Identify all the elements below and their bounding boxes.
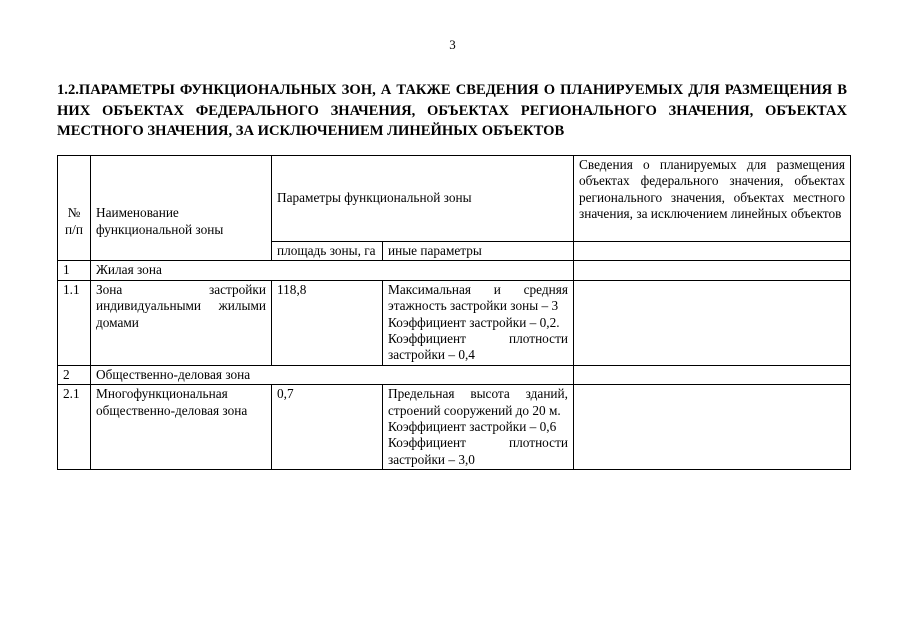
header-other-parameters: иные параметры	[383, 242, 574, 261]
page-number: 3	[449, 37, 456, 52]
table-header-row	[58, 156, 851, 242]
zone-name: Многофункциональная общественно-деловая зона	[91, 385, 272, 470]
header-planned-objects: Сведения о планируемых для размещения объектах федерального значения, объектах регионального значения, объектах местного значения, за исключением линейных объектов	[574, 156, 851, 242]
row-num: 2.1	[58, 385, 91, 470]
planned-objects-cell	[574, 280, 851, 365]
zone-other-parameters	[383, 280, 574, 365]
header-zone-parameters: Параметры функциональной зоны	[272, 156, 574, 242]
zone-area: 0,7	[272, 385, 383, 470]
header-zone-name: Наименование функциональной зоны	[91, 156, 272, 261]
parameter-line: Коэффициент плотности застройки – 0,4	[388, 331, 568, 363]
table-row	[58, 280, 851, 365]
zone-group-name: Общественно-деловая зона	[91, 365, 574, 384]
zone-name: Зона застройки индивидуальными жилыми домами	[91, 280, 272, 365]
row-empty-cell	[574, 365, 851, 384]
row-num: 1.1	[58, 280, 91, 365]
planned-objects-cell	[574, 385, 851, 470]
row-num: 2	[58, 365, 91, 384]
row-empty-cell	[574, 261, 851, 280]
parameter-line: Коэффициент застройки – 0,2.	[388, 314, 560, 330]
parameter-line: Максимальная и средняя этажность застройки зоны – 3	[388, 281, 568, 314]
zone-area: 118,8	[272, 280, 383, 365]
zone-group-name: Жилая зона	[91, 261, 574, 280]
row-num: 1	[58, 261, 91, 280]
parameter-line: Коэффициент застройки – 0,6	[388, 419, 557, 435]
header-num: № п/п	[58, 156, 91, 261]
parameter-line: Коэффициент плотности застройки – 3,0	[388, 435, 568, 467]
table-row	[58, 261, 851, 280]
functional-zones-table	[57, 155, 851, 470]
section-heading: 1.2.ПАРАМЕТРЫ ФУНКЦИОНАЛЬНЫХ ЗОН, А ТАКЖЕ СВЕДЕНИЯ О ПЛАНИРУЕМЫХ ДЛЯ РАЗМЕЩЕНИЯ В НИХ ОБЪЕКТАХ ФЕДЕРАЛЬНОГО ЗНАЧЕНИЯ, ОБЪЕКТАХ РЕГИОНАЛЬНОГО ЗНАЧЕНИЯ, ОБЪЕКТАХ МЕСТНОГО ЗНАЧЕНИЯ, ЗА ИСКЛЮЧЕНИЕМ ЛИНЕЙНЫХ ОБЪЕКТОВ	[57, 82, 847, 139]
zone-other-parameters	[383, 385, 574, 470]
table-row	[58, 385, 851, 470]
table-row	[58, 365, 851, 384]
header-empty-cell	[574, 242, 851, 261]
header-area: площадь зоны, га	[272, 242, 383, 261]
parameter-line: Предельная высота зданий, строений сооружений до 20 м.	[388, 386, 568, 418]
